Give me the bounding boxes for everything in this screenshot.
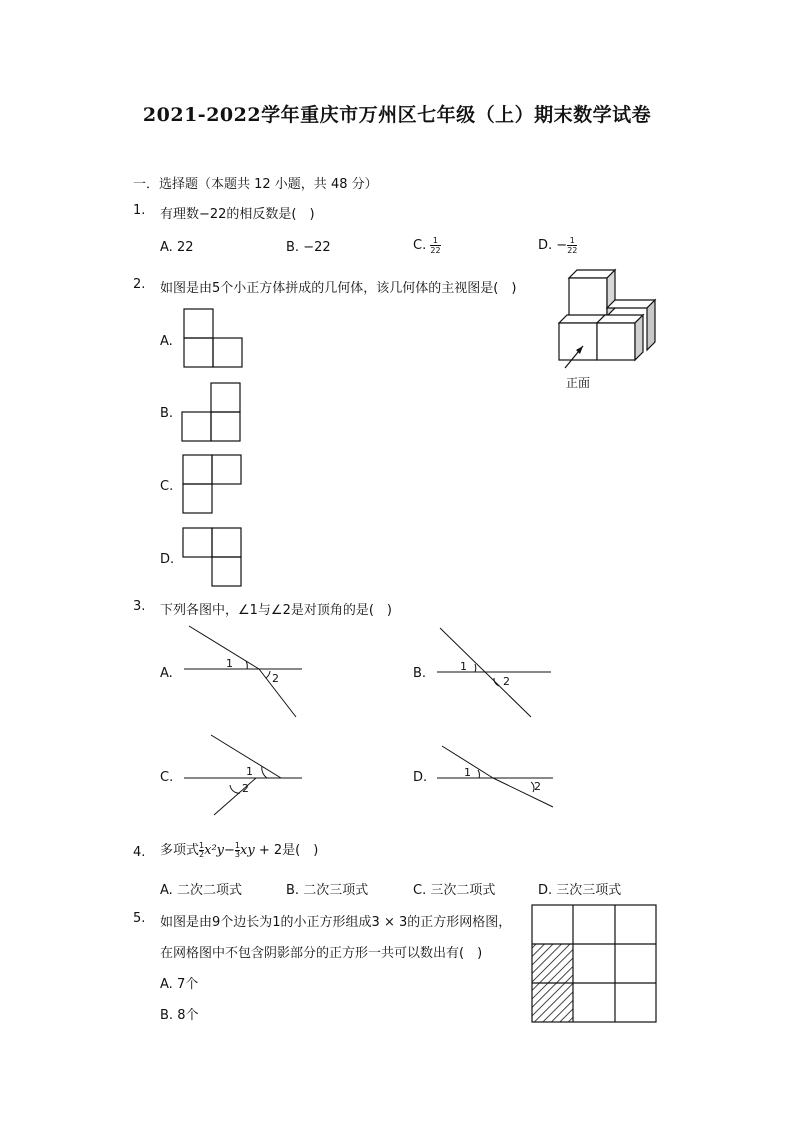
q3-option-a-figure xyxy=(184,624,304,720)
q3-option-c-figure xyxy=(184,735,304,817)
q3-c-angle1: 1 xyxy=(246,765,253,778)
q4-option-b: B. 二次三项式 xyxy=(286,883,369,898)
q2-cube-figure xyxy=(555,268,665,390)
q1-option-c-fraction: $\frac{1}{22}$ xyxy=(430,236,441,255)
q2-option-c-label: C. xyxy=(160,479,174,494)
q3-stem: 下列各图中，∠1与∠2是对顶角的是( ) xyxy=(160,603,392,618)
q1-option-b: B. −22 xyxy=(286,240,331,255)
q5-grid-figure xyxy=(532,905,658,1025)
q5-line1: 如图是由9个边长为1的小正方形组成3 × 3的正方形网格图， xyxy=(160,915,512,930)
q3-option-b-figure xyxy=(437,628,557,720)
q4-option-a: A. 二次二项式 xyxy=(160,883,242,898)
q3-c-angle2: 2 xyxy=(242,782,249,795)
q2-stem: 如图是由5个小正方体拼成的几何体，该几何体的主视图是( ) xyxy=(160,281,517,296)
q3-option-c-label: C. xyxy=(160,770,174,785)
q3-d-angle2: 2 xyxy=(534,780,541,793)
q3-b-angle1: 1 xyxy=(460,660,467,673)
q2-option-a-figure xyxy=(184,309,244,369)
q3-a-angle2: 2 xyxy=(272,672,279,685)
q2-option-a-label: A. xyxy=(160,334,173,349)
q2-option-b-figure xyxy=(182,383,242,443)
q2-front-label: 正面 xyxy=(566,376,591,390)
section-heading: 一．选择题（本题共 12 小题，共 48 分） xyxy=(133,177,378,192)
q1-option-a: A. 22 xyxy=(160,240,194,255)
q4-fraction-1: $\frac{1}{2}$ xyxy=(199,841,205,859)
q1-number: 1. xyxy=(133,203,146,218)
q5-option-b: B. 8个 xyxy=(160,1008,199,1023)
q3-d-angle1: 1 xyxy=(464,766,471,779)
q1-option-c: C. $\frac{1}{22}$ xyxy=(413,236,441,255)
q1-option-d: D. − $\frac{1}{22}$ xyxy=(538,236,578,255)
q4-option-c: C. 三次二项式 xyxy=(413,883,496,898)
q4-fraction-2: $\frac{1}{3}$ xyxy=(234,841,240,859)
q3-b-angle2: 2 xyxy=(503,675,510,688)
q3-option-b-label: B. xyxy=(413,666,427,681)
q2-number: 2. xyxy=(133,277,146,292)
q1-stem: 有理数−22的相反数是( ) xyxy=(160,207,315,222)
q3-option-d-label: D. xyxy=(413,770,428,785)
q3-a-angle1: 1 xyxy=(226,657,233,670)
q2-option-d-label: D. xyxy=(160,552,175,567)
q3-option-a-label: A. xyxy=(160,666,173,681)
q2-option-c-figure xyxy=(183,455,243,515)
q4-number: 4. xyxy=(133,845,146,860)
q4-option-d: D. 三次三项式 xyxy=(538,883,622,898)
q5-option-a: A. 7个 xyxy=(160,977,199,992)
q2-option-d-figure xyxy=(183,528,243,588)
q5-number: 5. xyxy=(133,911,146,926)
q1-option-d-fraction: $\frac{1}{22}$ xyxy=(567,236,578,255)
q3-option-d-figure xyxy=(437,744,557,810)
page-title: 2021-2022学年重庆市万州区七年级（上）期末数学试卷 xyxy=(142,104,652,126)
q3-number: 3. xyxy=(133,599,146,614)
q4-stem: 多项式 $\frac{1}{2}$ x²y− $\frac{1}{3}$ xy + 2是( ) xyxy=(160,841,319,859)
q2-option-b-label: B. xyxy=(160,406,174,421)
q5-line2: 在网格图中不包含阴影部分的正方形一共可以数出有( ) xyxy=(160,946,483,961)
